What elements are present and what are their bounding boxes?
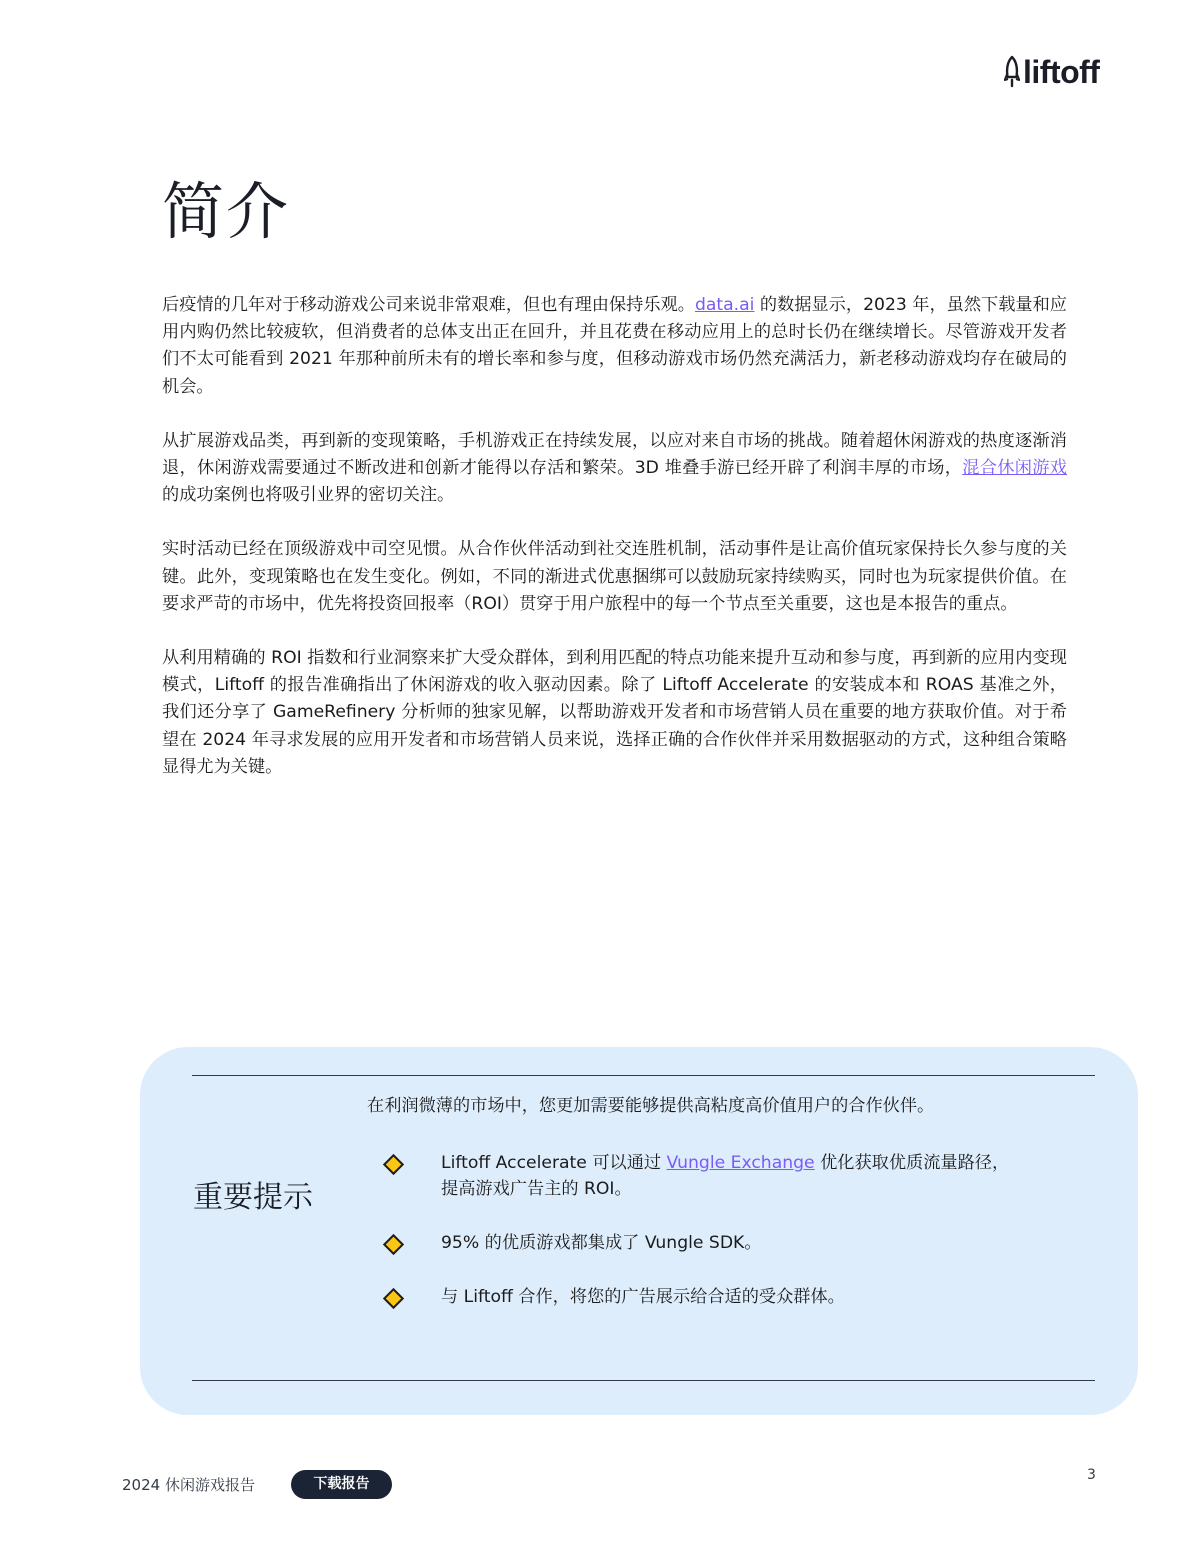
paragraph-2-text-b: 的成功案例也将吸引业界的密切关注。 — [162, 485, 455, 506]
vungle-exchange-link[interactable]: Vungle Exchange — [666, 1153, 815, 1173]
tip-item-1-text-b: 优化获取优质流量路径，提高游戏广告主的 ROI。 — [441, 1153, 1010, 1199]
tips-title: 重要提示 — [193, 1180, 313, 1215]
data-ai-link[interactable]: data.ai — [694, 295, 755, 315]
download-report-button[interactable]: 下载报告 — [291, 1470, 392, 1499]
paragraph-1-text-b: 的数据显示，2023 年，虽然下载量和应用内购仍然比较疲软，但消费者的总体支出正在回升，并且花费在移动应用上的总时长仍在继续增长。尽管游戏开发者们不太可能看到 2021 年那种前所未有的增长率和参与度，但移动游戏市场仍然充满活力，新老移动游戏均存在破局的机会。 — [162, 295, 1067, 397]
key-tips-box — [140, 1047, 1138, 1415]
paragraph-1 — [162, 292, 1067, 401]
tip-divider-bottom — [192, 1380, 1095, 1381]
tip-item — [386, 1284, 1026, 1310]
tip-item-text: 95% 的优质游戏都集成了 Vungle SDK。 — [441, 1233, 762, 1253]
diamond-bullet-icon — [383, 1234, 404, 1255]
tip-item — [386, 1230, 1026, 1256]
logo-text: liftoff — [1023, 54, 1100, 90]
diamond-bullet-icon — [383, 1154, 404, 1175]
tip-divider-top — [192, 1075, 1095, 1076]
tips-intro: 在利润微薄的市场中，您更加需要能够提供高粘度高价值用户的合作伙伴。 — [367, 1096, 935, 1116]
tip-item-text — [441, 1150, 1026, 1202]
hybrid-casual-link[interactable]: 混合休闲游戏 — [962, 458, 1067, 479]
intro-body — [162, 292, 1067, 808]
tip-item — [386, 1150, 1026, 1202]
liftoff-logo[interactable] — [1004, 52, 1099, 92]
rocket-icon — [1004, 55, 1020, 89]
paragraph-3: 实时活动已经在顶级游戏中司空见惯。从合作伙伴活动到社交连胜机制，活动事件是让高价值玩家保持长久参与度的关键。此外，变现策略也在发生变化。例如，不同的渐进式优惠捆绑可以鼓励玩家持续购买，同时也为玩家提供价值。在要求严苛的市场中，优先将投资回报率（ROI）贯穿于用户旅程中的每一个节点至关重要，这也是本报告的重点。 — [162, 539, 1067, 614]
paragraph-4: 从利用精确的 ROI 指数和行业洞察来扩大受众群体，到利用匹配的特点功能来提升互动和参与度，再到新的应用内变现模式，Liftoff 的报告准确指出了休闲游戏的收入驱动因素。除了 Liftoff Accelerate 的安装成本和 ROAS 基准之外，我们还分享了 GameRefinery 分析师的独家见解，以帮助游戏开发者和市场营销人员在重要的地方获取价值。对于希望在 2024 年寻求发展的应用开发者和市场营销人员来说，选择正确的合作伙伴并采用数据驱动的方式，这种组合策略显得尤为关键。 — [162, 648, 1067, 777]
page-title: 简介 — [162, 175, 291, 248]
paragraph-2 — [162, 428, 1067, 510]
paragraph-1-text-a: 后疫情的几年对于移动游戏公司来说非常艰难，但也有理由保持乐观。 — [162, 295, 695, 315]
tip-item-1-text-a: Liftoff Accelerate 可以通过 — [441, 1153, 667, 1173]
page-number: 3 — [1087, 1467, 1096, 1483]
paragraph-2-text-a: 从扩展游戏品类，再到新的变现策略，手机游戏正在持续发展，以应对来自市场的挑战。随着超休闲游戏的热度逐渐消退，休闲游戏需要通过不断改进和创新才能得以存活和繁荣。3D 堆叠手游已经开辟了利润丰厚的市场， — [162, 430, 1067, 479]
report-label: 2024 休闲游戏报告 — [122, 1476, 255, 1494]
tip-item-text: 与 Liftoff 合作，将您的广告展示给合适的受众群体。 — [441, 1287, 845, 1307]
diamond-bullet-icon — [383, 1288, 404, 1309]
